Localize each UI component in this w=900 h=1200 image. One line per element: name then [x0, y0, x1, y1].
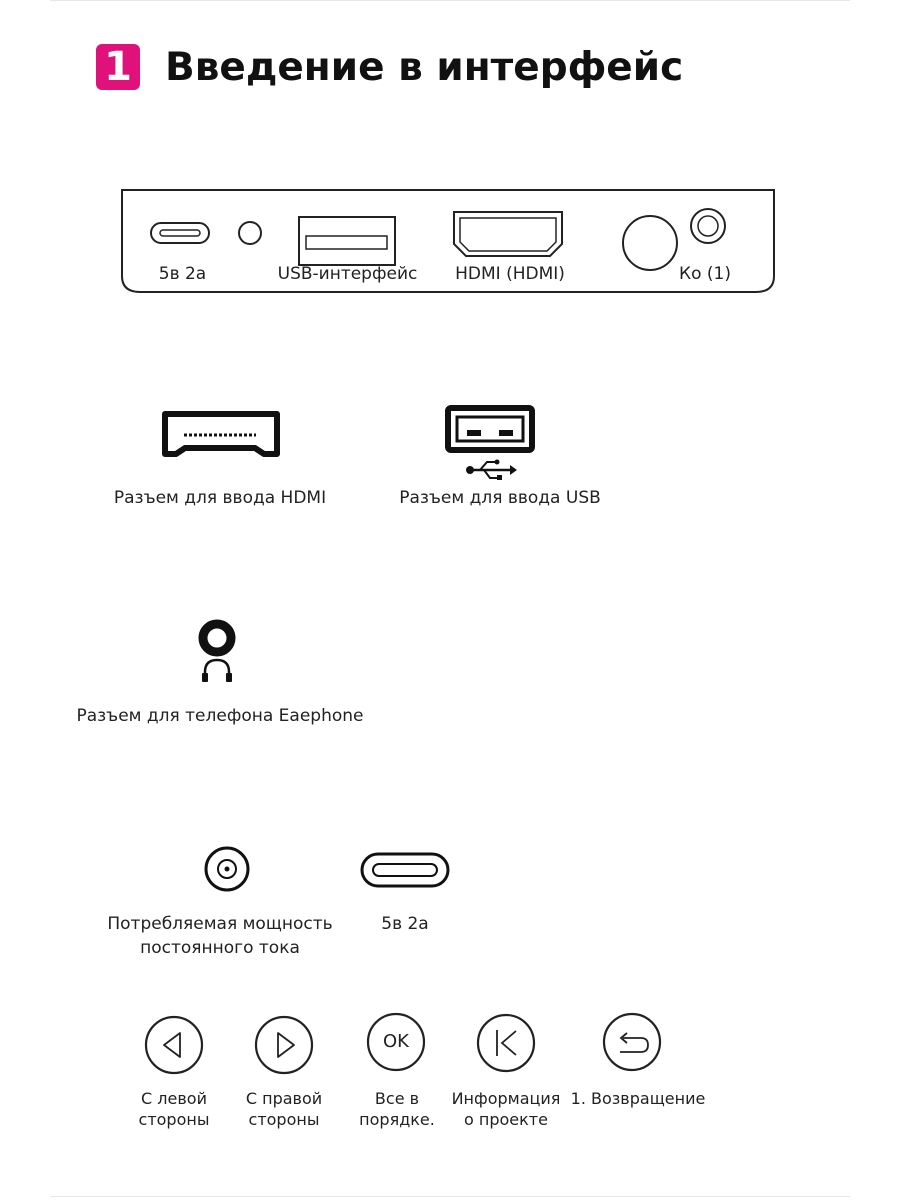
dc-power-label-line1: Потребляемая мощность [107, 914, 333, 934]
earphone-label: Разъем для телефона Eaephone [76, 706, 364, 726]
page-title: Введение в интерфейс [165, 45, 684, 90]
usb-icon [440, 404, 540, 480]
back-button-label-line1: 1. Возвращение [570, 1089, 706, 1108]
right-button-label-line2: стороны [248, 1110, 320, 1129]
info-button-label-line1: Информация [451, 1089, 561, 1108]
power-button-icon [623, 216, 677, 270]
left-button-icon [146, 1017, 202, 1073]
audio-jack-icon [691, 209, 725, 243]
usb-port-icon [299, 217, 395, 265]
info-button-label [448, 1088, 564, 1130]
hdmi-input-label: Разъем для ввода HDMI [113, 488, 327, 508]
section-number-badge: 1 [96, 44, 140, 90]
indicator-led-icon [239, 222, 261, 244]
right-button-icon [256, 1017, 312, 1073]
ok-button-label-line2: порядке. [359, 1110, 435, 1129]
dc-power-icon [200, 842, 254, 896]
right-button-label-line1: С правой [245, 1089, 323, 1108]
back-button-icon [604, 1014, 660, 1070]
usb-port-label: USB-интерфейс [277, 264, 418, 284]
ok-button-glyph: OK [383, 1031, 409, 1052]
info-button-icon [478, 1015, 534, 1071]
left-button-label [122, 1088, 226, 1130]
hdmi-port-icon [454, 212, 562, 256]
info-button-label-line2: о проекте [464, 1110, 548, 1129]
audio-port-label: Ко (1) [679, 264, 731, 284]
bottom-divider [50, 1196, 850, 1197]
hdmi-icon [160, 408, 282, 460]
left-button-label-line2: стороны [138, 1110, 210, 1129]
dc-power-label-line2: постоянного тока [140, 938, 300, 958]
hdmi-port-label: HDMI (HDMI) [455, 264, 565, 284]
typec-icon [358, 850, 454, 892]
power-port-label: 5в 2а [158, 264, 207, 284]
dc-power-label [95, 912, 345, 960]
right-button-label [232, 1088, 336, 1130]
usb-input-label: Разъем для ввода USB [399, 488, 601, 508]
ok-button-label-line1: Все в [374, 1089, 420, 1108]
typec-port-icon [151, 223, 209, 243]
earphone-icon [190, 618, 246, 686]
typec-label: 5в 2а [381, 914, 429, 934]
back-button-label [568, 1088, 708, 1109]
control-buttons-row [0, 1000, 900, 1090]
left-button-label-line1: С левой [141, 1089, 207, 1108]
ok-button-label [345, 1088, 449, 1130]
